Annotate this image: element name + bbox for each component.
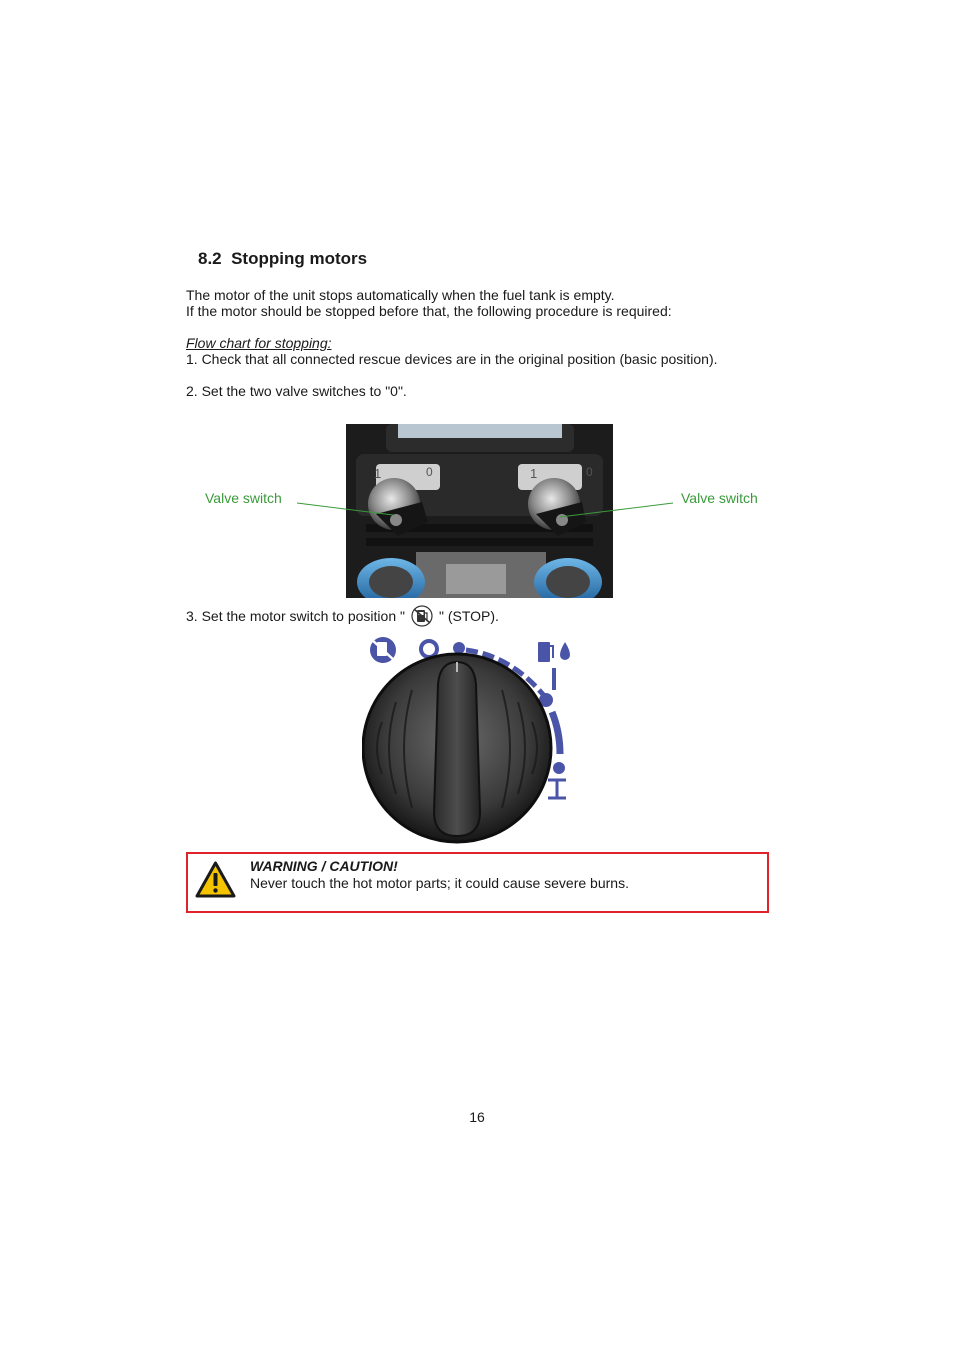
intro-line-1: The motor of the unit stops automatically when the fuel tank is empty. [186, 287, 615, 303]
step-1: 1. Check that all connected rescue devices are in the original position (basic position). [186, 351, 718, 367]
section-number: 8.2 [198, 249, 222, 268]
step-3-text-after: " (STOP). [438, 608, 499, 624]
motor-switch-knob [362, 632, 582, 844]
callout-valve-switch-right: Valve switch [681, 490, 758, 506]
warning-triangle-icon [195, 861, 236, 898]
fuel-pump-stop-icon [409, 605, 435, 627]
page-number: 16 [469, 1109, 485, 1125]
intro-line-2: If the motor should be stopped before that, the following procedure is required: [186, 303, 672, 319]
callout-valve-switch-left: Valve switch [205, 490, 282, 506]
step-2: 2. Set the two valve switches to "0". [186, 383, 407, 399]
warning-text: Never touch the hot motor parts; it could cause severe burns. [250, 875, 629, 891]
step-3-text-before: 3. Set the motor switch to position " [186, 608, 405, 624]
flow-chart-label: Flow chart for stopping: [186, 335, 332, 351]
section-title: Stopping motors [231, 249, 368, 268]
warning-title: WARNING / CAUTION! [250, 858, 398, 874]
step-3 [186, 605, 499, 627]
panel-mark-1b: 1 [530, 466, 538, 481]
panel-mark-0b: 0 [586, 465, 593, 479]
panel-mark-0a: 0 [426, 465, 433, 479]
panel-mark-1a: 1 [374, 466, 382, 481]
